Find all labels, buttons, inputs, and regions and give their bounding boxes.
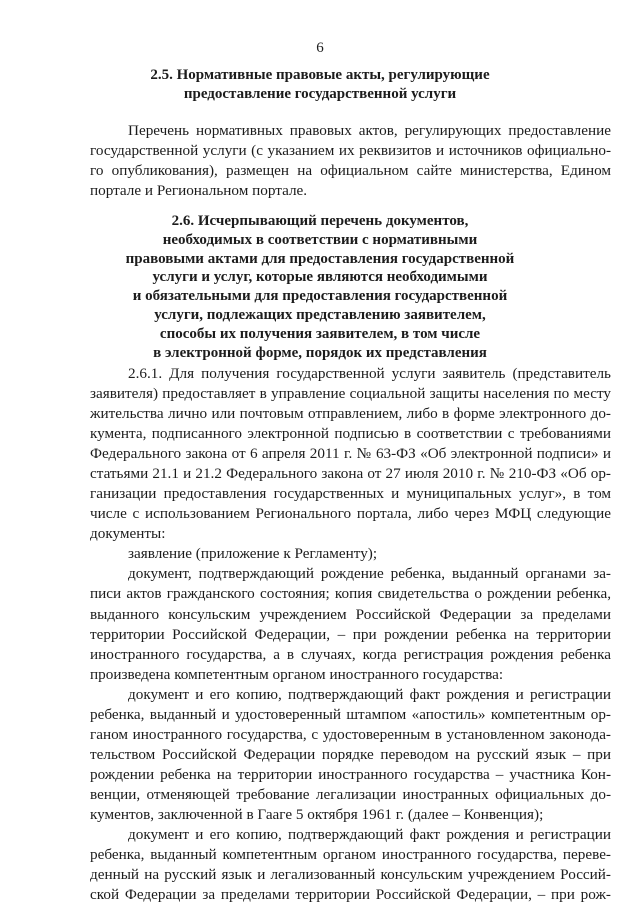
body-line: ганизации предоставления государственных и муниципальных услуг», в том [90, 485, 611, 503]
body-line: территории Российской Федерации, – при рождении ребенка на территории [90, 625, 611, 643]
heading-line: правовыми актами для предоставления государственной [125, 250, 515, 267]
body-line: статьями 21.1 и 21.2 Федерального закона от 27 июля 2010 г. № 210-ФЗ «Об ор- [90, 465, 611, 483]
paragraph-line: государственной услуги (с указанием их реквизитов и источников официально- [90, 142, 611, 159]
body-line: заявление (приложение к Регламенту); [128, 545, 378, 563]
body-line: документ, подтверждающий рождение ребенка, выданный органами за- [128, 565, 611, 583]
body-line: числе с использованием Регионального портала, либо через МФЦ следующие [90, 505, 611, 523]
page-number: 6 [316, 40, 324, 56]
body-line: документ и его копию, подтверждающий факт рождения и регистрации [128, 685, 611, 703]
heading-line: услуги, подлежащих представлению заявителем, [154, 306, 486, 323]
body-line: ской Федерации за пределами территории Российской Федерации, – при рож- [90, 886, 611, 903]
paragraph-line: го опубликования), размещен на официальном сайте министерства, Едином [90, 162, 611, 179]
body-line: жительства лично или почтовым отправлением, либо в форме электронного до- [90, 405, 611, 423]
body-line: документы: [90, 525, 166, 543]
body-line: венции, отменяющей требование легализации иностранных официальных до- [90, 785, 611, 803]
body-line: выданного консульским учреждением Российской Федерации за пределами [90, 605, 611, 623]
heading-line: способы их получения заявителем, в том числе [159, 325, 481, 342]
body-line: ребенка, выданный компетентным органом иностранного государства, переве- [90, 845, 611, 863]
heading-line: 2.5. Нормативные правовые акты, регулирующие [150, 67, 490, 83]
body-line: произведена компетентным органом иностранного государства: [90, 665, 504, 683]
body-line: ганом иностранного государства, с удостоверенным в установленном законода- [90, 725, 611, 743]
body-line: кументов, заключенной в Гааге 5 октября 1961 г. (далее – Конвенция); [90, 805, 544, 823]
body-line: иностранного государства, а в случаях, когда регистрация рождения ребенка [90, 645, 611, 663]
heading-line: необходимых в соответствии с нормативными [162, 231, 478, 248]
section-2-5-heading [0, 66, 640, 104]
paragraph-line: портале и Региональном портале. [90, 182, 308, 199]
body-line: документ и его копию, подтверждающий факт рождения и регистрации [128, 825, 611, 843]
body-line: рождении ребенка на территории иностранного государства – участника Кон- [90, 765, 611, 783]
body-line: Федерального закона от 6 апреля 2011 г. № 63-ФЗ «Об электронной подписи» и [90, 445, 611, 463]
heading-line: предоставление государственной услуги [183, 85, 457, 102]
heading-line: и обязательными для предоставления государственной [132, 288, 508, 305]
heading-line: 2.6. Исчерпывающий перечень документов, [171, 213, 469, 229]
heading-line: в электронной форме, порядок их представления [153, 344, 487, 361]
heading-line: услуги и услуг, которые являются необходимыми [152, 269, 488, 286]
body-line: ребенка, выданный и удостоверенный штампом «апостиль» компетентным ор- [90, 705, 611, 723]
section-2-6-heading [0, 212, 640, 362]
body-line: кумента, подписанного электронной подписью в соответствии с требованиями [90, 425, 611, 443]
body-line: писи актов гражданского состояния; копия свидетельства о рождении ребенка, [90, 585, 611, 603]
paragraph-line: Перечень нормативных правовых актов, регулирующих предоставление [128, 122, 611, 139]
body-line: денный на русский язык и легализованный консульским учреждением Россий- [90, 866, 611, 883]
body-line: заявителя) предоставляет в управление социальной защиты населения по месту [90, 385, 611, 402]
body-line: 2.6.1. Для получения государственной услуги заявитель (представитель [128, 365, 611, 382]
body-line: тельством Российской Федерации порядке переводом на русский язык – при [90, 745, 611, 763]
